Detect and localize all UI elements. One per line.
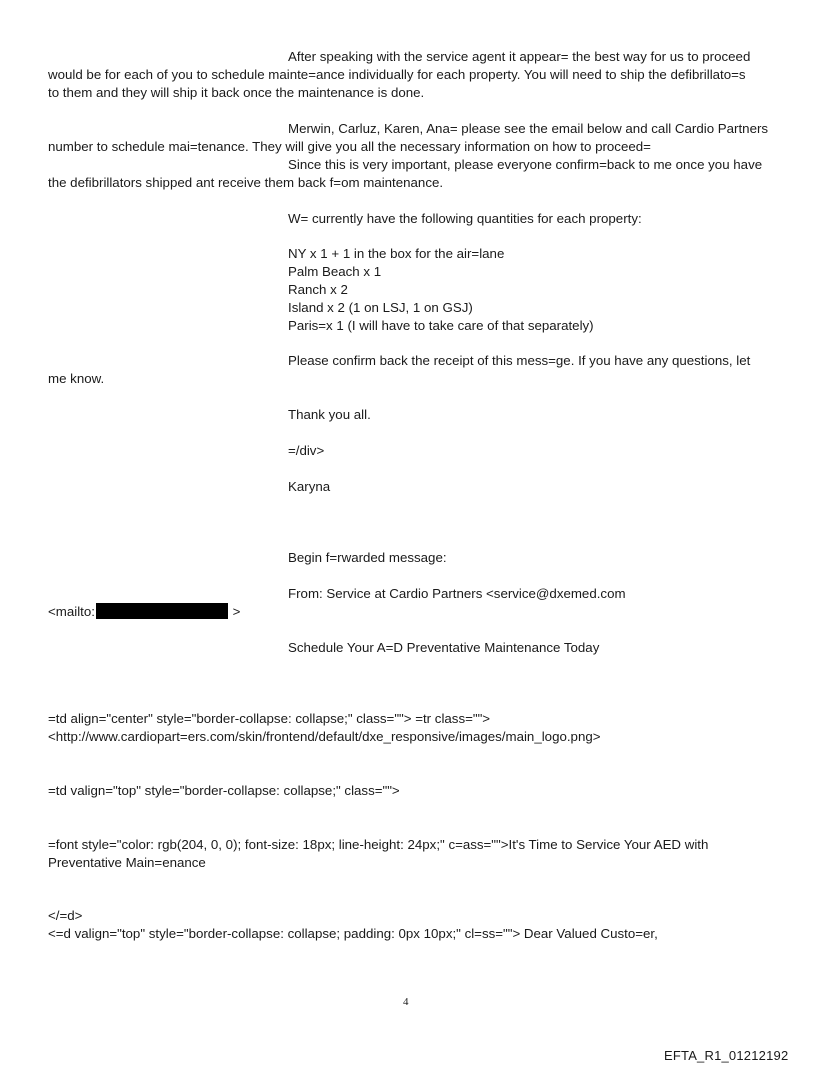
para1-line1: After speaking with the service agent it appear= the best way for us to proceed	[288, 49, 751, 64]
raw-font-line2: Preventative Main=enance	[48, 855, 206, 870]
quantity-item: Palm Beach x 1	[288, 264, 382, 279]
para1-line2: would be for each of you to schedule mainte=ance individually for each property. You will need to ship the defibrillato=s	[48, 67, 746, 82]
raw-font-line1: =font style="color: rgb(204, 0, 0); font-size: 18px; line-height: 24px;" c=ass="">It's Time to Service Your AED with	[48, 837, 709, 852]
raw-logo-url: <http://www.cardiopart=ers.com/skin/frontend/default/dxe_responsive/images/main_logo.png>	[48, 729, 601, 744]
raw-td-center: =td align="center" style="border-collapse: collapse;" class=""> =tr class="">	[48, 711, 491, 726]
para3-line1: Since this is very important, please everyone confirm=back to me once you have	[288, 157, 763, 172]
thanks: Thank you all.	[288, 407, 371, 422]
raw-td-close: </=d>	[48, 908, 83, 923]
quantity-item: Paris=x 1 (I will have to take care of that separately)	[288, 318, 594, 333]
para2-line1: Merwin, Carluz, Karen, Ana= please see the email below and call Cardio Partners	[288, 121, 769, 136]
para3-line2: the defibrillators shipped ant receive them back f=om maintenance.	[48, 175, 444, 190]
quantity-item: Island x 2 (1 on LSJ, 1 on GSJ)	[288, 300, 473, 315]
raw-td-padding: <=d valign="top" style="border-collapse: collapse; padding: 0px 10px;" cl=ss=""> Dear Valued Custo=er,	[48, 926, 658, 941]
signature: Karyna	[288, 479, 331, 494]
from-line: From: Service at Cardio Partners <service@dxemed.com	[288, 586, 626, 601]
quantities-intro: W= currently have the following quantities for each property:	[288, 211, 642, 226]
quantity-item: Ranch x 2	[288, 282, 348, 297]
document-id: EFTA_R1_01212192	[664, 1048, 789, 1063]
div-close-tag: =/div>	[288, 443, 325, 458]
redaction-box	[96, 603, 228, 619]
para1-line3: to them and they will ship it back once the maintenance is done.	[48, 85, 425, 100]
confirm-line2: me know.	[48, 371, 105, 386]
forwarded-header: Begin f=rwarded message:	[288, 550, 447, 565]
mailto-line	[48, 603, 240, 621]
mailto-prefix: <mailto:	[48, 604, 95, 619]
page-number: 4	[403, 996, 409, 1008]
mailto-suffix: >	[228, 604, 241, 619]
confirm-line1: Please confirm back the receipt of this mess=ge. If you have any questions, let	[288, 353, 751, 368]
subject-line: Schedule Your A=D Preventative Maintenance Today	[288, 640, 600, 655]
para2-line2: number to schedule mai=tenance. They will give you all the necessary information on how to proceed=	[48, 139, 651, 154]
raw-td-top: =td valign="top" style="border-collapse: collapse;" class="">	[48, 783, 400, 798]
quantity-item: NY x 1 + 1 in the box for the air=lane	[288, 246, 505, 261]
